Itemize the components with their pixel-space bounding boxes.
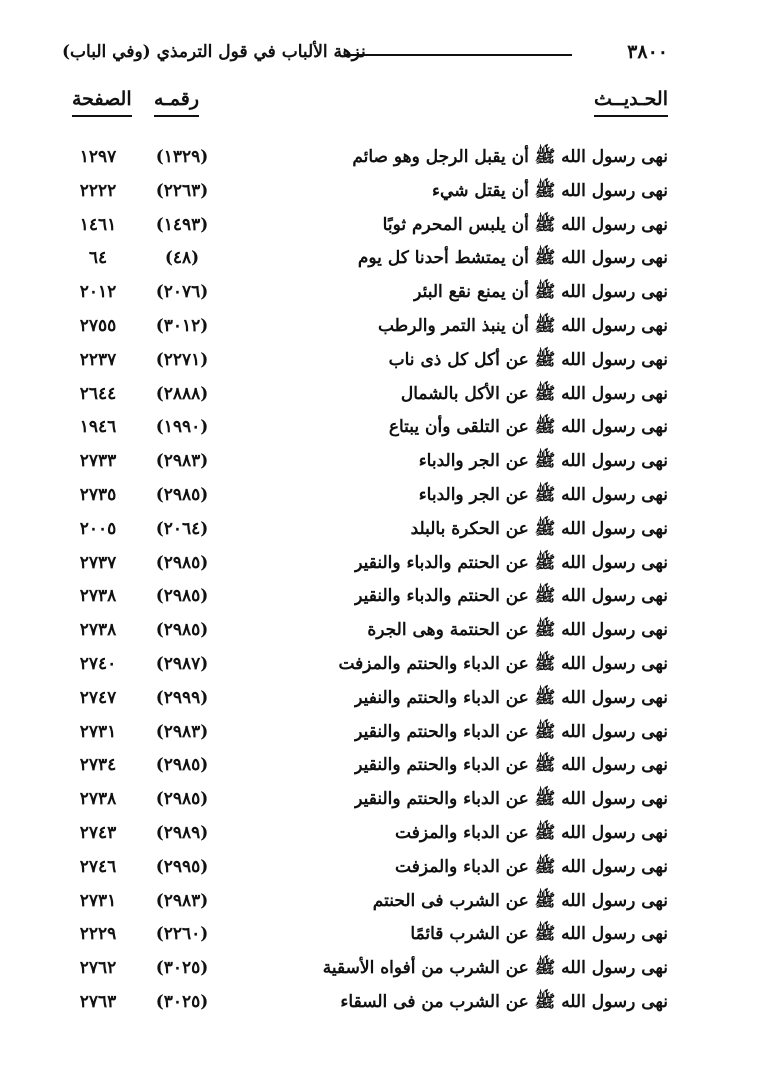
header-rule xyxy=(344,54,572,56)
hadith-text: نهى رسول الله ﷺ عن الدباء والحنتم والنقير xyxy=(354,721,668,742)
column-heading-number: رقمـه xyxy=(154,84,199,117)
hadith-number: (٢٩٨٥) xyxy=(155,586,209,607)
page-reference: ٢٧٤٣ xyxy=(79,822,117,843)
index-entry xyxy=(62,614,668,648)
hadith-text: نهى رسول الله ﷺ عن الحنتمة وهى الجرة xyxy=(367,620,668,641)
hadith-text: نهى رسول الله ﷺ عن الدباء والحنتم والمزفت xyxy=(338,653,668,674)
page-reference: ٢٧٣٨ xyxy=(79,620,117,641)
index-entry xyxy=(62,885,668,919)
hadith-text: نهى رسول الله ﷺ عن الجر والدباء xyxy=(418,451,668,472)
hadith-number: (٢٩٨٣) xyxy=(155,451,209,472)
index-entry xyxy=(62,445,668,479)
hadith-text: نهى رسول الله ﷺ عن الدباء والحنتم والنفير xyxy=(354,687,668,708)
page-reference: ٢٠٠٥ xyxy=(79,518,117,539)
hadith-text: نهى رسول الله ﷺ عن الشرب من أفواه الأسقية xyxy=(322,958,668,979)
page-reference: ٢٢٣٧ xyxy=(79,349,117,370)
hadith-text: نهى رسول الله ﷺ أن يلبس المحرم ثوبًا xyxy=(382,214,668,235)
hadith-number: (١٣٢٩) xyxy=(155,147,209,167)
hadith-number: (٢٩٩٩) xyxy=(155,687,209,708)
hadith-number: (٢٢٦٠) xyxy=(155,924,209,945)
hadith-text: نهى رسول الله ﷺ عن الدباء والمزفت xyxy=(395,822,668,843)
page-reference: ١٩٤٦ xyxy=(79,417,117,438)
hadith-number: (٤٨) xyxy=(164,248,200,269)
hadith-text: نهى رسول الله ﷺ عن الأكل بالشمال xyxy=(400,383,668,404)
hadith-text: نهى رسول الله ﷺ أن ينبذ التمر والرطب xyxy=(377,315,668,336)
hadith-number: (٢٩٨٧) xyxy=(155,653,209,674)
hadith-number: (٣٠١٢) xyxy=(155,315,209,336)
page-reference: ٢٧٥٥ xyxy=(79,315,117,336)
hadith-text: نهى رسول الله ﷺ عن الحنتم والدباء والنقير xyxy=(354,552,668,573)
index-entry xyxy=(62,580,668,614)
hadith-text: نهى رسول الله ﷺ أن يقبل الرجل وهو صائم xyxy=(352,147,668,167)
column-heading-hadith: الحـديــث xyxy=(594,84,668,117)
page-reference: ٢٢٢٩ xyxy=(79,924,117,945)
index-entry xyxy=(62,378,668,412)
hadith-number: (٢٩٩٥) xyxy=(155,856,209,877)
index-entry xyxy=(62,242,668,276)
hadith-text: نهى رسول الله ﷺ عن الدباء والحنتم والنقير xyxy=(354,789,668,810)
hadith-number: (٢٢٦٣) xyxy=(155,180,209,201)
hadith-text: نهى رسول الله ﷺ عن الحنتم والدباء والنقير xyxy=(354,586,668,607)
page-reference: ٢٠١٢ xyxy=(79,282,117,303)
hadith-number: (٢٩٨٥) xyxy=(155,484,209,505)
index-entry xyxy=(62,411,668,445)
page-reference: ٢٧٤٠ xyxy=(79,653,117,674)
hadith-number: (٢٠٦٤) xyxy=(155,518,209,539)
page-reference: ٢٧٦٣ xyxy=(79,991,117,1012)
book-title: نزهة الألباب في قول الترمذي (وفي الباب) xyxy=(62,42,366,62)
page-reference: ٦٤ xyxy=(88,248,108,269)
index-entry xyxy=(62,783,668,817)
hadith-text: نهى رسول الله ﷺ عن الدباء والحنتم والنقير xyxy=(354,755,668,776)
index-entry xyxy=(62,276,668,310)
hadith-text: نهى رسول الله ﷺ عن الحكرة بالبلد xyxy=(410,518,668,539)
hadith-text: نهى رسول الله ﷺ أن يقتل شيء xyxy=(432,180,668,201)
index-entry xyxy=(62,716,668,750)
index-entry xyxy=(62,986,668,1020)
hadith-text: نهى رسول الله ﷺ عن الدباء والمزفت xyxy=(395,856,668,877)
page-reference: ٢٧٣٨ xyxy=(79,586,117,607)
page-reference: ١٤٦١ xyxy=(79,214,117,235)
page-reference: ٢٧٣١ xyxy=(79,721,117,742)
hadith-number: (٢٩٨٥) xyxy=(155,755,209,776)
hadith-number: (٢٩٨٣) xyxy=(155,721,209,742)
page-reference: ٢٧٤٦ xyxy=(79,856,117,877)
index-entry xyxy=(62,141,668,175)
index-entry xyxy=(62,209,668,243)
hadith-number: (٢٩٨٥) xyxy=(155,789,209,810)
column-heading-page: الصفحة xyxy=(72,84,132,117)
hadith-number: (٣٠٢٥) xyxy=(155,991,209,1012)
hadith-text: نهى رسول الله ﷺ أن يمتشط أحدنا كل يوم xyxy=(357,248,668,269)
hadith-text: نهى رسول الله ﷺ أن يمنع نقع البئر xyxy=(413,282,668,303)
index-entries xyxy=(62,141,668,1020)
page-reference: ٢٦٤٤ xyxy=(79,383,117,404)
page-reference: ٢٧٤٧ xyxy=(79,687,117,708)
page-reference: ٢٧٣٤ xyxy=(79,755,117,776)
page-reference: ١٢٩٧ xyxy=(79,147,117,167)
hadith-number: (٢٩٨٣) xyxy=(155,890,209,911)
page-reference: ٢٧٣٧ xyxy=(79,552,117,573)
index-entry xyxy=(62,310,668,344)
hadith-number: (٣٠٢٥) xyxy=(155,958,209,979)
hadith-text: نهى رسول الله ﷺ عن الشرب فى الحنتم xyxy=(372,890,668,911)
index-entry xyxy=(62,749,668,783)
page-reference: ٢٧٣٣ xyxy=(79,451,117,472)
hadith-number: (٢٨٨٨) xyxy=(155,383,209,404)
hadith-text: نهى رسول الله ﷺ عن الشرب من فى السقاء xyxy=(340,991,668,1012)
index-entry xyxy=(62,648,668,682)
hadith-text: نهى رسول الله ﷺ عن الجر والدباء xyxy=(418,484,668,505)
index-entry xyxy=(62,547,668,581)
hadith-number: (٢٠٧٦) xyxy=(155,282,209,303)
hadith-number: (٢٩٨٥) xyxy=(155,552,209,573)
index-entry xyxy=(62,479,668,513)
hadith-text: نهى رسول الله ﷺ عن أكل كل ذى ناب xyxy=(388,349,668,370)
hadith-text: نهى رسول الله ﷺ عن التلقى وأن يبتاع xyxy=(388,417,668,438)
hadith-number: (١٩٩٠) xyxy=(155,417,209,438)
index-entry xyxy=(62,682,668,716)
page-reference: ٢٧٣١ xyxy=(79,890,117,911)
page-reference: ٢٧٦٢ xyxy=(79,958,117,979)
index-entry xyxy=(62,817,668,851)
index-entry xyxy=(62,513,668,547)
page-reference: ٢٧٣٨ xyxy=(79,789,117,810)
running-header xyxy=(62,38,668,68)
hadith-number: (٢٢٧١) xyxy=(155,349,209,370)
index-entry xyxy=(62,952,668,986)
index-entry xyxy=(62,175,668,209)
index-entry xyxy=(62,851,668,885)
hadith-number: (٢٩٨٥) xyxy=(155,620,209,641)
index-entry xyxy=(62,344,668,378)
column-headings xyxy=(62,84,668,118)
page-number: ٣٨٠٠ xyxy=(627,41,668,63)
index-entry xyxy=(62,918,668,952)
page-reference: ٢٢٢٢ xyxy=(79,180,117,201)
hadith-number: (١٤٩٣) xyxy=(155,214,209,235)
page-reference: ٢٧٣٥ xyxy=(79,484,117,505)
hadith-number: (٢٩٨٩) xyxy=(155,822,209,843)
hadith-text: نهى رسول الله ﷺ عن الشرب قائمًا xyxy=(410,924,668,945)
